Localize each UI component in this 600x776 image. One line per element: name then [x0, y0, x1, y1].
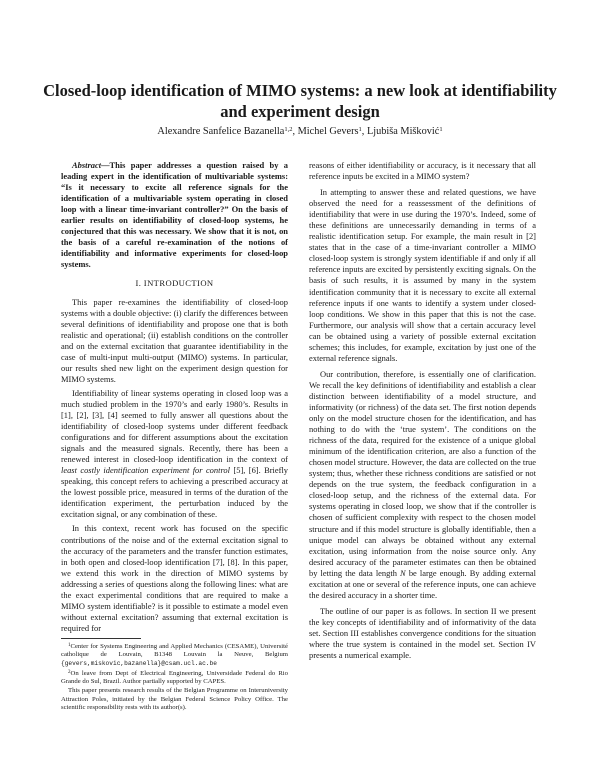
paragraph-text: be large enough. By adding external excitation at one or several of the reference inputs, one can achieve the desired accuracy in a shorter time. [309, 567, 537, 600]
footnote-text: Center for Systems Engineering and Applied Mechanics (CESAME), Université catholique de Louvain, B1348 Louvain la Neuve, Belgium [61, 642, 288, 659]
paragraph [61, 388, 288, 521]
emphasized-term: least costly identification experiment for control [61, 465, 231, 476]
abstract-label: Abstract [72, 160, 102, 170]
footnote [61, 669, 288, 687]
paragraph-text: Identifiability of linear systems operating in closed loop was a much studied problem in the 1970’s and early 1980’s. Results in [1], [2], [3], [4] seemed to fully answer all questions about the identifiability of closed-loop systems under different feedback configurations and for different assumptions about the excitation signals and the measured signals. Recently, there has been a renewed interest in closed-loop identification in the context of [61, 387, 288, 465]
footnote-text: On leave from Dept of Electrical Engineering, Universidade Federal do Rio Grande do Sul, Brazil. Author partially supported by CAPES. [61, 669, 288, 686]
footnote-mark: 1 [68, 642, 71, 648]
paragraph [309, 369, 536, 601]
footnote-divider [61, 638, 141, 639]
footnote: This paper presents research results of the Belgian Programme on Interuniversity Attraction Poles, initiated by the Belgian Federal Science Policy Office. The scientific responsibility rests with its author(s). [61, 687, 288, 711]
paragraph: In this context, recent work has focused on the specific contributions of the noise and of the external excitation signal to the accuracy of the parameters and the transfer function estimates, in both open and closed-loop identification [7], [8]. In this paper, we extend this work in the direction of MIMO systems by addressing a series of questions along the following lines: what are the exact experimental conditions that are required to make a MIMO system identifiable? is it possible to estimate a model even without external excitation? assuming that external excitation is required for [61, 523, 288, 633]
paragraph: In attempting to answer these and related questions, we have observed the need for a reassessment of the definitions of identifiability that were in use during the 1970’s. Indeed, some of these definitions are unnecessarily demanding in terms of a realistic identification setup. For example, the main result in [2] states that in the case of a time-invariant controller a MIMO closed-loop system is strongly system identifiable if and only if all reference inputs are excited by persistently exciting signals. On the basis of such results, it is assumed by many in the system identification community that it is necessary to excite all external reference inputs if one wants to identify a system under closed-loop conditions. We show in this paper that this is not the case. Furthermore, our analysis will show that a certain accuracy level can be obtained using a variety of possible external excitation schemes; this includes, for example, excitation by just one of the external reference signals. [309, 187, 536, 363]
author-list: Alexandre Sanfelice Bazanella$^{1,2}$, Michel Gevers$^1$, Ljubiša Mišković$^1$ [157, 126, 443, 137]
author-affiliation: 1,2 [284, 126, 293, 133]
right-column [309, 160, 536, 666]
section-heading: I. INTRODUCTION [135, 278, 214, 289]
abstract [61, 160, 288, 270]
author-affiliation: 1 [439, 126, 443, 133]
author-affiliation: 1 [358, 126, 362, 133]
abstract-text: —This paper addresses a question raised by a leading expert in the identification of multivariable systems: “Is it necessary to excite all reference signals for the identification of a multivariable system operating in closed loop with a linear time-invariant controller?” On the basis of earlier results on identifiability of closed-loop systems, he conjectured that this was necessary. We show that it is not, on the basis of a careful re-examination of the notions of identifiability and informative experiments for closed-loop systems. [61, 160, 288, 270]
math-variable: N [400, 567, 406, 578]
footnote-email: {gevers,miskovic,bazanella}@csam.ucl.ac.be [61, 659, 217, 667]
author-name: Ljubiša Mišković [366, 126, 440, 137]
author-name: Michel Gevers [297, 126, 359, 137]
paragraph: The outline of our paper is as follows. In section II we present the key concepts of identifiability and of informativity of the data set. Section III establishes convergence conditions for the situation where the true system is contained in the model set. Section IV presents a numerical example. [309, 605, 536, 661]
footnote-mark: 2 [68, 669, 71, 675]
footnote [61, 642, 288, 668]
author-name: Alexandre Sanfelice Bazanella [157, 126, 285, 137]
paragraph-text: Our contribution, therefore, is essentially one of clarification. We recall the key definitions of identifiability and establish a clear distinction between identifiability of a model structure, and informativity (or richness) of the data set. The first notion depends only on the model structure chosen for the identification, and has nothing to do with the ‘true system’. The conditions on the richness of the data, required for the existence of a unique global minimum of the identification criterion, are also a function of the chosen model structure. However, the data are collected on the true system; thus, whether these richness conditions are satisfied or not depends on the true system, the feedback configuration in a closed-loop setup, and the richness of the external data. For systems operating in closed loop, we show that if the controller is chosen of sufficient complexity with respect to the chosen model structure and if this model structure is globally identifiable, then a unique model can always be obtained without any external excitation, using information from the noise source only. Any desired accuracy of the parameter estimates can then be obtained by letting the data length [309, 368, 536, 578]
paragraph: This paper re-examines the identifiability of closed-loop systems with a double objective: (i) clarify the differences between several definitions of identifiability and propose one that is both realistic and operational; (ii) establish conditions on the controller and on the external excitation that guarantee identifiability in the case of multi-input multi-output (MIMO) systems. In particular, our results shed new light on the experiment design question for MIMO systems. [61, 296, 288, 384]
paragraph-text: [5], [6]. Briefly speaking, this concept refers to achieving a prescribed accuracy at the lowest possible price, measured in terms of the duration of the identification experiment, the perturbation induced by the excitation signal, or any combination of these. [61, 465, 289, 520]
left-column [61, 160, 288, 713]
paper-title: Closed-loop identification of MIMO systems: a new look at identifiability and experiment design [43, 81, 557, 121]
paragraph: reasons of either identifiability or accuracy, is it necessary that all reference inputs be excited in a MIMO system? [309, 160, 536, 182]
